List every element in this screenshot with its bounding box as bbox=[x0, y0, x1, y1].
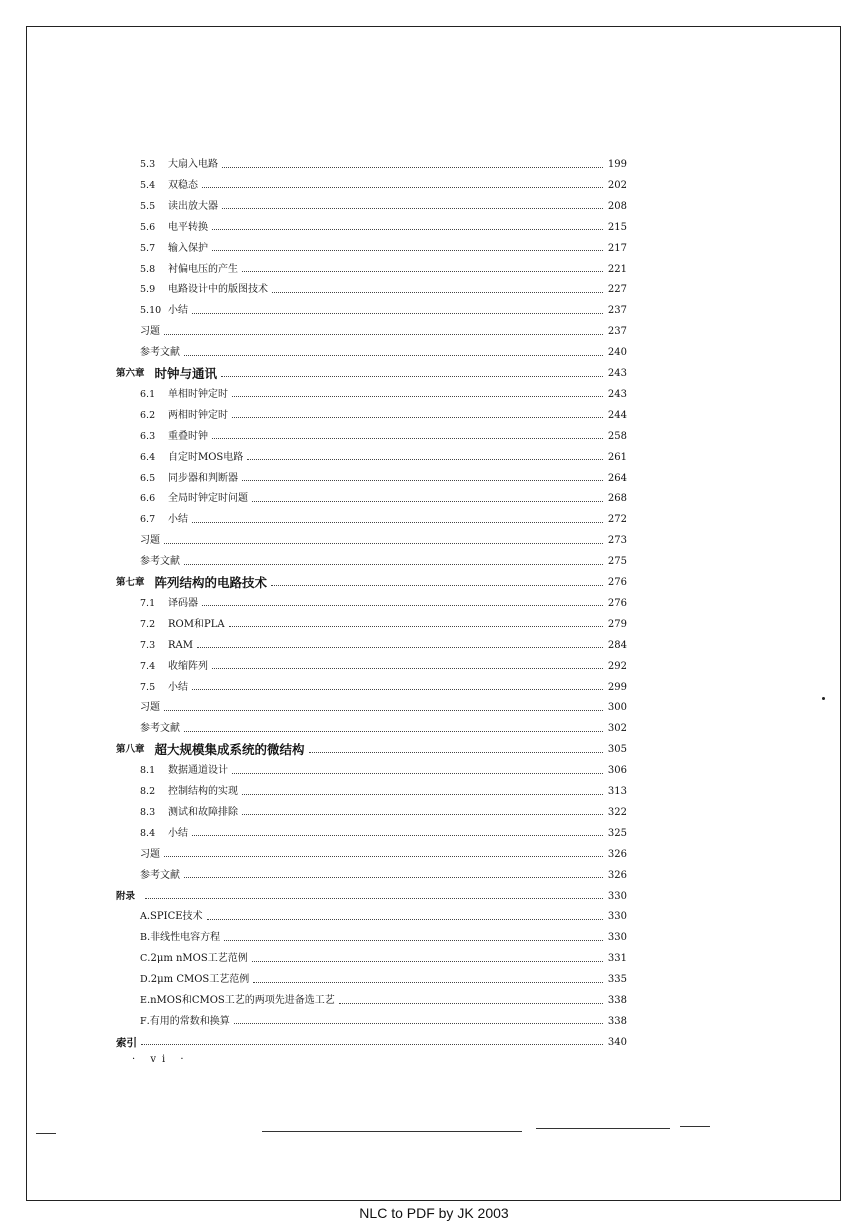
toc-entry-title: 习题 bbox=[140, 848, 160, 860]
toc-entry-number: E bbox=[140, 995, 147, 1006]
toc-entry bbox=[140, 240, 627, 258]
toc-entry-title: .SPICE技术 bbox=[146, 911, 203, 923]
toc-entry-page: 273 bbox=[607, 535, 627, 547]
toc-leader-dots bbox=[232, 773, 603, 774]
toc-entry bbox=[140, 804, 627, 822]
toc-entry bbox=[140, 344, 627, 362]
toc-entry bbox=[140, 490, 627, 508]
toc-leader-dots bbox=[164, 543, 603, 544]
toc-entry bbox=[140, 658, 627, 676]
toc-entry-number: 6.6 bbox=[140, 493, 156, 505]
toc-entry-page: 302 bbox=[607, 723, 627, 735]
toc-entry-title: 电路设计中的版图技术 bbox=[168, 284, 268, 296]
toc-leader-dots bbox=[272, 292, 603, 293]
toc-entry-title: 电平转换 bbox=[168, 221, 208, 233]
toc-entry bbox=[140, 846, 627, 864]
toc-entry-page: 243 bbox=[607, 388, 627, 400]
toc-entry-number: 5.9 bbox=[140, 284, 156, 296]
toc-entry-title: .非线性电容方程 bbox=[146, 932, 221, 944]
toc-leader-dots bbox=[184, 355, 603, 356]
toc-entry-title: 收缩阵列 bbox=[168, 660, 208, 672]
toc-entry bbox=[140, 971, 627, 989]
toc-entry-number: 5.4 bbox=[140, 179, 156, 191]
toc-entry-title: 时钟与通讯 bbox=[154, 366, 218, 381]
toc-entry-title: 小结 bbox=[168, 827, 188, 839]
toc-leader-dots bbox=[232, 417, 603, 418]
toc-entry bbox=[140, 992, 627, 1010]
toc-chapter-entry bbox=[116, 888, 627, 906]
toc-entry-page: 326 bbox=[607, 848, 627, 860]
toc-entry-number: C bbox=[140, 953, 148, 965]
toc-leader-dots bbox=[212, 668, 603, 669]
toc-entry-page: 243 bbox=[607, 368, 627, 379]
toc-leader-dots bbox=[221, 376, 603, 377]
toc-entry-title: 输入保护 bbox=[168, 242, 208, 254]
toc-leader-dots bbox=[212, 229, 603, 230]
toc-entry-title: 重叠时钟 bbox=[168, 430, 208, 442]
toc-leader-dots bbox=[234, 1023, 603, 1024]
toc-entry-title: 衬偏电压的产生 bbox=[168, 263, 238, 275]
toc-entry bbox=[140, 198, 627, 216]
toc-entry bbox=[140, 950, 627, 968]
toc-leader-dots bbox=[242, 480, 603, 481]
toc-entry-page: 258 bbox=[607, 430, 627, 442]
toc-entry-number: 6.7 bbox=[140, 514, 156, 526]
toc-entry-number: 5.8 bbox=[140, 263, 156, 275]
toc-entry-title: 控制结构的实现 bbox=[168, 786, 238, 797]
toc-leader-dots bbox=[339, 1003, 603, 1004]
toc-leader-dots bbox=[192, 313, 603, 314]
toc-entry-page: 306 bbox=[607, 765, 627, 777]
toc-entry-page: 335 bbox=[607, 974, 627, 986]
toc-entry-title: 译码器 bbox=[168, 597, 198, 609]
toc-entry-title: 参考文献 bbox=[140, 556, 180, 568]
toc-entry bbox=[140, 699, 627, 717]
toc-leader-dots bbox=[242, 814, 603, 815]
toc-entry-number: 6.4 bbox=[140, 451, 156, 463]
toc-entry-page: 237 bbox=[607, 326, 627, 338]
toc-entry-title: 双稳态 bbox=[168, 179, 198, 191]
scan-artifact-line bbox=[262, 1131, 522, 1132]
toc-entry-title: 参考文献 bbox=[140, 723, 180, 735]
toc-entry-number: 6.2 bbox=[140, 409, 156, 421]
toc-leader-dots bbox=[192, 522, 603, 523]
toc-entry-title: 两相时钟定时 bbox=[168, 409, 228, 421]
toc-leader-dots bbox=[184, 564, 603, 565]
scan-artifact-line bbox=[536, 1128, 670, 1129]
toc-entry bbox=[140, 281, 627, 299]
scan-artifact-line bbox=[680, 1126, 710, 1127]
toc-entry-number: 6.3 bbox=[140, 430, 156, 442]
toc-entry-number: 第六章 bbox=[116, 368, 145, 379]
toc-entry-page: 313 bbox=[607, 786, 627, 797]
toc-entry-number: 5.10 bbox=[140, 305, 162, 317]
toc-entry-title: 自定时MOS电路 bbox=[168, 451, 244, 463]
toc-entry-title: ROM和PLA bbox=[168, 618, 225, 630]
toc-entry bbox=[140, 449, 627, 467]
toc-leader-dots bbox=[197, 647, 603, 648]
toc-entry-page: 208 bbox=[607, 200, 627, 212]
toc-entry-title: 读出放大器 bbox=[168, 200, 218, 212]
toc-entry-page: 331 bbox=[607, 953, 627, 965]
toc-entry-title: 大扇入电路 bbox=[168, 159, 218, 170]
toc-leader-dots bbox=[247, 459, 603, 460]
toc-entry-title: 索引 bbox=[116, 1036, 137, 1049]
toc-entry-page: 299 bbox=[607, 681, 627, 693]
toc-entry-page: 244 bbox=[607, 409, 627, 421]
toc-entry-number: 5.3 bbox=[140, 159, 156, 170]
toc-entry-page: 264 bbox=[607, 472, 627, 484]
toc-entry-page: 276 bbox=[607, 577, 627, 588]
toc-entry bbox=[140, 825, 627, 843]
toc-entry-title: 数据通道设计 bbox=[168, 765, 228, 777]
toc-entry-page: 330 bbox=[607, 932, 627, 944]
toc-leader-dots bbox=[192, 689, 603, 690]
toc-leader-dots bbox=[184, 731, 603, 732]
toc-entry bbox=[140, 323, 627, 341]
toc-entry bbox=[140, 177, 627, 195]
toc-entry bbox=[140, 762, 627, 780]
toc-entry-title: .2μm CMOS工艺范例 bbox=[147, 974, 250, 986]
toc-entry bbox=[140, 867, 627, 885]
toc-entry-title: .2μm nMOS工艺范例 bbox=[147, 953, 248, 965]
toc-entry-page: 202 bbox=[607, 179, 627, 191]
toc-leader-dots bbox=[202, 187, 603, 188]
toc-leader-dots bbox=[253, 982, 603, 983]
toc-leader-dots bbox=[184, 877, 603, 878]
toc-entry-number: 第八章 bbox=[116, 744, 145, 756]
toc-entry-page: 199 bbox=[607, 159, 627, 170]
toc-leader-dots bbox=[222, 167, 603, 168]
toc-leader-dots bbox=[164, 856, 603, 857]
toc-leader-dots bbox=[141, 1044, 603, 1045]
toc-entry-number: 7.3 bbox=[140, 639, 156, 651]
toc-entry-number: B bbox=[140, 932, 147, 944]
toc-leader-dots bbox=[207, 919, 603, 920]
toc-entry-title: 习题 bbox=[140, 702, 160, 714]
toc-entry-title: 小结 bbox=[168, 305, 188, 317]
toc-entry-page: 300 bbox=[607, 702, 627, 714]
toc-entry-page: 221 bbox=[607, 263, 627, 275]
toc-leader-dots bbox=[232, 396, 603, 397]
toc-entry-number: 8.4 bbox=[140, 827, 156, 839]
toc-leader-dots bbox=[192, 835, 603, 836]
toc-entry-title: 阵列结构的电路技术 bbox=[154, 575, 268, 590]
toc-entry-number: 8.3 bbox=[140, 806, 156, 818]
toc-entry-page: 338 bbox=[607, 995, 627, 1006]
toc-entry bbox=[140, 261, 627, 279]
toc-entry-number: F bbox=[140, 1015, 147, 1027]
toc-entry bbox=[116, 1034, 627, 1052]
toc-entry bbox=[140, 783, 627, 801]
toc-entry-number: 8.1 bbox=[140, 765, 156, 777]
toc-leader-dots bbox=[309, 752, 603, 753]
toc-entry-number: 6.5 bbox=[140, 472, 156, 484]
toc-entry-number: 5.5 bbox=[140, 200, 156, 212]
toc-entry bbox=[140, 720, 627, 738]
toc-entry-page: 275 bbox=[607, 556, 627, 568]
footer-credit: NLC to PDF by JK 2003 bbox=[359, 1205, 509, 1221]
toc-entry-page: 272 bbox=[607, 514, 627, 526]
toc-entry bbox=[140, 407, 627, 425]
toc-leader-dots bbox=[252, 501, 603, 502]
toc-entry-title: RAM bbox=[168, 639, 193, 651]
toc-entry bbox=[140, 1013, 627, 1031]
toc-leader-dots bbox=[164, 710, 603, 711]
toc-entry-page: 322 bbox=[607, 806, 627, 818]
toc-entry-title: 习题 bbox=[140, 326, 160, 338]
toc-entry-page: 330 bbox=[607, 890, 627, 902]
toc-entry-page: 215 bbox=[607, 221, 627, 233]
toc-chapter-entry bbox=[116, 365, 627, 383]
toc-entry-page: 261 bbox=[607, 451, 627, 463]
toc-entry-number: 8.2 bbox=[140, 786, 156, 797]
toc-entry-number: 7.4 bbox=[140, 660, 156, 672]
toc-entry-page: 268 bbox=[607, 493, 627, 505]
toc-entry-page: 227 bbox=[607, 284, 627, 296]
toc-entry-title: 参考文献 bbox=[140, 869, 180, 881]
toc-entry-title: 全局时钟定时问题 bbox=[168, 493, 248, 505]
toc-leader-dots bbox=[145, 898, 603, 899]
toc-entry bbox=[140, 386, 627, 404]
toc-entry-title: .有用的常数和换算 bbox=[146, 1015, 230, 1027]
scan-artifact-speck bbox=[822, 697, 825, 700]
toc-leader-dots bbox=[212, 438, 603, 439]
toc-entry bbox=[140, 929, 627, 947]
toc-chapter-entry bbox=[116, 741, 627, 759]
scan-artifact-line bbox=[36, 1133, 56, 1134]
toc-entry-title: 习题 bbox=[140, 535, 160, 547]
toc-leader-dots bbox=[252, 961, 603, 962]
toc-entry-number: 7.1 bbox=[140, 597, 156, 609]
toc-entry bbox=[140, 219, 627, 237]
toc-entry bbox=[140, 595, 627, 613]
toc-leader-dots bbox=[229, 626, 603, 627]
toc-entry bbox=[140, 908, 627, 926]
toc-entry-page: 284 bbox=[607, 639, 627, 651]
page-number: · vi · bbox=[132, 1054, 190, 1065]
toc-entry bbox=[140, 156, 627, 174]
toc-entry-page: 276 bbox=[607, 597, 627, 609]
toc-entry-number: 7.5 bbox=[140, 681, 156, 693]
toc-leader-dots bbox=[222, 208, 603, 209]
toc-entry-page: 340 bbox=[607, 1036, 627, 1048]
toc-entry bbox=[140, 532, 627, 550]
toc-entry-page: 326 bbox=[607, 869, 627, 881]
toc-entry bbox=[140, 302, 627, 320]
toc-entry-title: 同步器和判断器 bbox=[168, 472, 238, 484]
toc-entry bbox=[140, 637, 627, 655]
toc-entry-title: 超大规模集成系统的微结构 bbox=[154, 742, 305, 758]
toc-entry bbox=[140, 553, 627, 571]
toc-entry-page: 305 bbox=[607, 744, 627, 756]
toc-entry bbox=[140, 616, 627, 634]
toc-entry-title: 测试和故障排除 bbox=[168, 806, 238, 818]
toc-entry-page: 217 bbox=[607, 242, 627, 254]
toc-entry-title: 小结 bbox=[168, 514, 188, 526]
toc-entry-number: 第七章 bbox=[116, 577, 145, 588]
toc-entry-number: A bbox=[140, 911, 147, 923]
toc-leader-dots bbox=[212, 250, 603, 251]
toc-entry-number: 5.6 bbox=[140, 221, 156, 233]
toc-leader-dots bbox=[224, 940, 603, 941]
toc-entry-number: D bbox=[140, 974, 148, 986]
toc-entry-title: 小结 bbox=[168, 681, 188, 693]
toc-leader-dots bbox=[164, 334, 603, 335]
toc-entry bbox=[140, 679, 627, 697]
toc-entry-title: 单相时钟定时 bbox=[168, 388, 228, 400]
toc-entry-page: 237 bbox=[607, 305, 627, 317]
toc-leader-dots bbox=[271, 585, 603, 586]
toc-entry-page: 292 bbox=[607, 660, 627, 672]
toc-entry-number: 6.1 bbox=[140, 388, 156, 400]
toc-entry-page: 240 bbox=[607, 347, 627, 359]
toc-entry-title: .nMOS和CMOS工艺的两项先进备选工艺 bbox=[146, 995, 335, 1006]
toc-leader-dots bbox=[202, 605, 603, 606]
toc-leader-dots bbox=[242, 271, 603, 272]
toc-entry-page: 330 bbox=[607, 911, 627, 923]
toc-entry bbox=[140, 470, 627, 488]
toc-entry-page: 325 bbox=[607, 827, 627, 839]
toc-entry-number: 5.7 bbox=[140, 242, 156, 254]
toc-entry-page: 338 bbox=[607, 1015, 627, 1027]
toc-entry-number: 7.2 bbox=[140, 618, 156, 630]
toc-entry-number: 附录 bbox=[116, 890, 136, 902]
toc-entry-page: 279 bbox=[607, 618, 627, 630]
toc-entry bbox=[140, 511, 627, 529]
toc-entry bbox=[140, 428, 627, 446]
toc-leader-dots bbox=[242, 794, 603, 795]
toc-entry-title: 参考文献 bbox=[140, 347, 180, 359]
toc-chapter-entry bbox=[116, 574, 627, 592]
